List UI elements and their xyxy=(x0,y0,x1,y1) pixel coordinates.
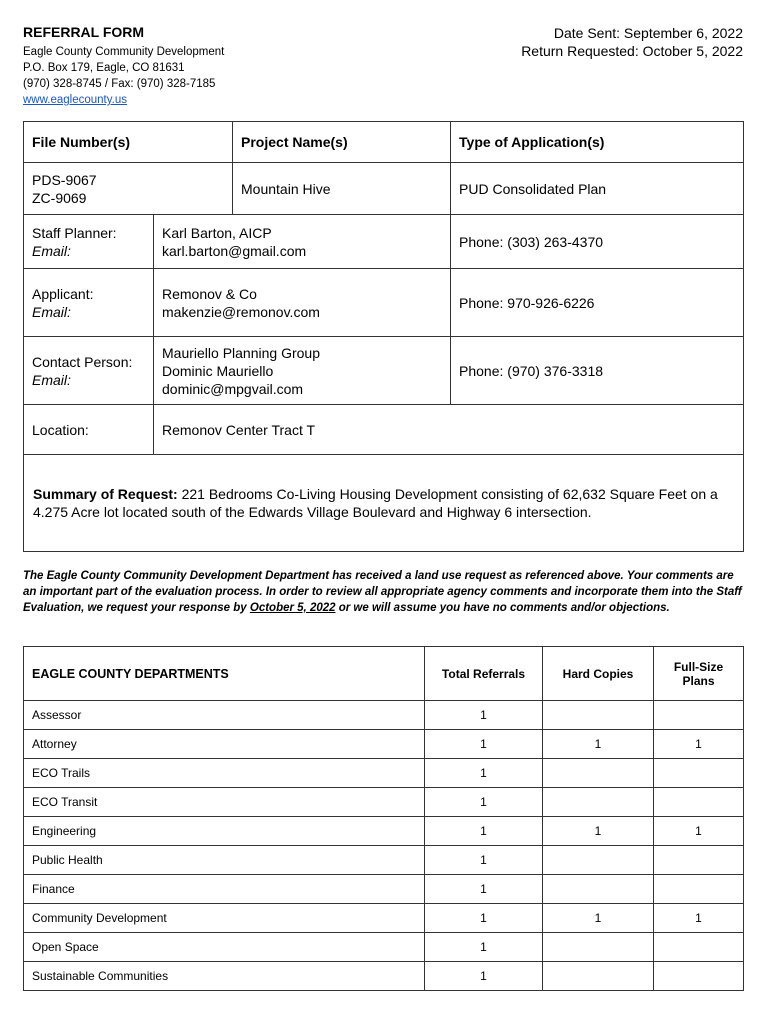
contact-value-cell xyxy=(154,337,451,405)
contact-phone: Phone: (970) 376-3318 xyxy=(451,337,744,405)
summary-label: Summary of Request: xyxy=(33,486,178,502)
staff-name: Karl Barton, AICP xyxy=(162,224,272,241)
summary-text: 221 Bedrooms Co-Living Housing Development consisting of 62,632 Square Feet on a 4.275 Acre lot located south of the Edwards Village Boulevard and Highway 6 intersection. xyxy=(33,486,718,520)
full-size-plans-value xyxy=(654,846,744,875)
hard-copies-value: 1 xyxy=(543,730,654,759)
file-number-header: File Number(s) xyxy=(24,122,233,163)
table-row xyxy=(24,817,744,846)
table-row xyxy=(24,904,744,933)
total-referrals-value: 1 xyxy=(425,730,543,759)
table-row xyxy=(24,730,744,759)
hard-copies-value xyxy=(543,962,654,991)
total-referrals-value: 1 xyxy=(425,875,543,904)
dates-block xyxy=(521,24,743,60)
total-referrals-value: 1 xyxy=(425,933,543,962)
applicant-label: Applicant: xyxy=(32,285,94,302)
application-type-header: Type of Application(s) xyxy=(451,122,744,163)
hard-copies-value xyxy=(543,788,654,817)
contact-org: Mauriello Planning Group xyxy=(162,344,320,361)
notice-text: The Eagle County Community Development Department has received a land use request as referenced above. Your comments are an important part of the evaluation process. In order to review all appropriate agency comments and incorporate them into the Staff Evaluation, we request your response by xyxy=(23,570,742,614)
full-size-plans-value xyxy=(654,875,744,904)
total-referrals-value: 1 xyxy=(425,904,543,933)
return-requested: Return Requested: October 5, 2022 xyxy=(521,43,743,59)
contact-label-cell xyxy=(24,337,154,405)
total-referrals-header xyxy=(425,647,543,701)
table-row xyxy=(24,759,744,788)
department-name: Public Health xyxy=(24,846,425,875)
table-row xyxy=(24,846,744,875)
departments-table xyxy=(23,646,744,991)
email-label: Email: xyxy=(32,371,71,388)
summary-row xyxy=(24,455,744,552)
department-name: ECO Transit xyxy=(24,788,425,817)
application-type: PUD Consolidated Plan xyxy=(451,163,744,215)
table-row xyxy=(24,701,744,730)
total-referrals-value: 1 xyxy=(425,788,543,817)
departments-header: EAGLE COUNTY DEPARTMENTS xyxy=(24,647,425,701)
email-label: Email: xyxy=(32,303,71,320)
department-name: Engineering xyxy=(24,817,425,846)
table-row xyxy=(24,962,744,991)
referral-info-table xyxy=(23,121,744,552)
applicant-phone: Phone: 970-926-6226 xyxy=(451,269,744,337)
staff-row xyxy=(24,215,744,269)
table-row xyxy=(24,788,744,817)
hard-copies-value xyxy=(543,846,654,875)
department-name: Sustainable Communities xyxy=(24,962,425,991)
file-number: PDS-9067 xyxy=(32,171,97,188)
applicant-name: Remonov & Co xyxy=(162,285,257,302)
form-title: REFERRAL FORM xyxy=(23,24,145,40)
org-contact-block xyxy=(23,44,224,108)
hard-copies-header: Hard Copies xyxy=(543,647,654,701)
location-row xyxy=(24,405,744,455)
hard-copies-value: 1 xyxy=(543,904,654,933)
project-name-header: Project Name(s) xyxy=(233,122,451,163)
hard-copies-value xyxy=(543,701,654,730)
hard-copies-value xyxy=(543,933,654,962)
contact-label: Contact Person: xyxy=(32,353,133,370)
department-name: Community Development xyxy=(24,904,425,933)
staff-value-cell xyxy=(154,215,451,269)
staff-phone: Phone: (303) 263-4370 xyxy=(451,215,744,269)
location-value: Remonov Center Tract T xyxy=(154,405,744,455)
hard-copies-value xyxy=(543,875,654,904)
full-size-plans-value xyxy=(654,788,744,817)
contact-name: Dominic Mauriello xyxy=(162,362,274,379)
applicant-label-cell xyxy=(24,269,154,337)
full-size-plans-value: 1 xyxy=(654,904,744,933)
staff-label-cell xyxy=(24,215,154,269)
hard-copies-value: 1 xyxy=(543,817,654,846)
email-label: Email: xyxy=(32,242,71,259)
file-number: ZC-9069 xyxy=(32,189,87,206)
departments-header-row xyxy=(24,647,744,701)
total-referrals-value: 1 xyxy=(425,759,543,788)
staff-email: karl.barton@gmail.com xyxy=(162,242,307,259)
full-size-plans-value xyxy=(654,759,744,788)
info-header-row xyxy=(24,122,744,163)
file-row xyxy=(24,163,744,215)
department-name: Open Space xyxy=(24,933,425,962)
full-size-plans-value xyxy=(654,962,744,991)
total-referrals-value: 1 xyxy=(425,817,543,846)
full-size-plans-value: 1 xyxy=(654,730,744,759)
total-referrals-value: 1 xyxy=(425,701,543,730)
contact-row xyxy=(24,337,744,405)
date-sent: Date Sent: September 6, 2022 xyxy=(553,25,743,41)
full-size-plans-value: 1 xyxy=(654,817,744,846)
full-size-plans-value xyxy=(654,701,744,730)
table-row xyxy=(24,933,744,962)
location-label: Location: xyxy=(24,405,154,455)
staff-label: Staff Planner: xyxy=(32,224,117,241)
applicant-row xyxy=(24,269,744,337)
response-due-date: October 5, 2022 xyxy=(249,602,336,614)
full-size-plans-header: Full-Size Plans xyxy=(654,647,744,701)
website-link[interactable]: www.eaglecounty.us xyxy=(23,94,127,106)
table-row xyxy=(24,875,744,904)
department-name: Assessor xyxy=(24,701,425,730)
department-name: Finance xyxy=(24,875,425,904)
org-name: Eagle County Community Development xyxy=(23,46,225,58)
summary-cell xyxy=(24,455,744,552)
applicant-value-cell xyxy=(154,269,451,337)
org-address: P.O. Box 179, Eagle, CO 81631 xyxy=(23,62,185,74)
org-phone-fax: (970) 328-8745 / Fax: (970) 328-7185 xyxy=(23,78,216,90)
notice-text-end: or we will assume you have no comments and/or objections. xyxy=(335,602,670,614)
applicant-email: makenzie@remonov.com xyxy=(162,303,320,320)
response-notice xyxy=(23,568,745,616)
total-referrals-value: 1 xyxy=(425,962,543,991)
project-name: Mountain Hive xyxy=(233,163,451,215)
contact-email: dominic@mpgvail.com xyxy=(162,380,304,397)
departments-body xyxy=(24,701,744,991)
form-header xyxy=(23,23,743,113)
department-name: Attorney xyxy=(24,730,425,759)
file-numbers-cell xyxy=(24,163,233,215)
department-name: ECO Trails xyxy=(24,759,425,788)
total-referrals-value: 1 xyxy=(425,846,543,875)
total-referrals-label: Total Referrals xyxy=(441,666,526,681)
hard-copies-value xyxy=(543,759,654,788)
full-size-plans-value xyxy=(654,933,744,962)
